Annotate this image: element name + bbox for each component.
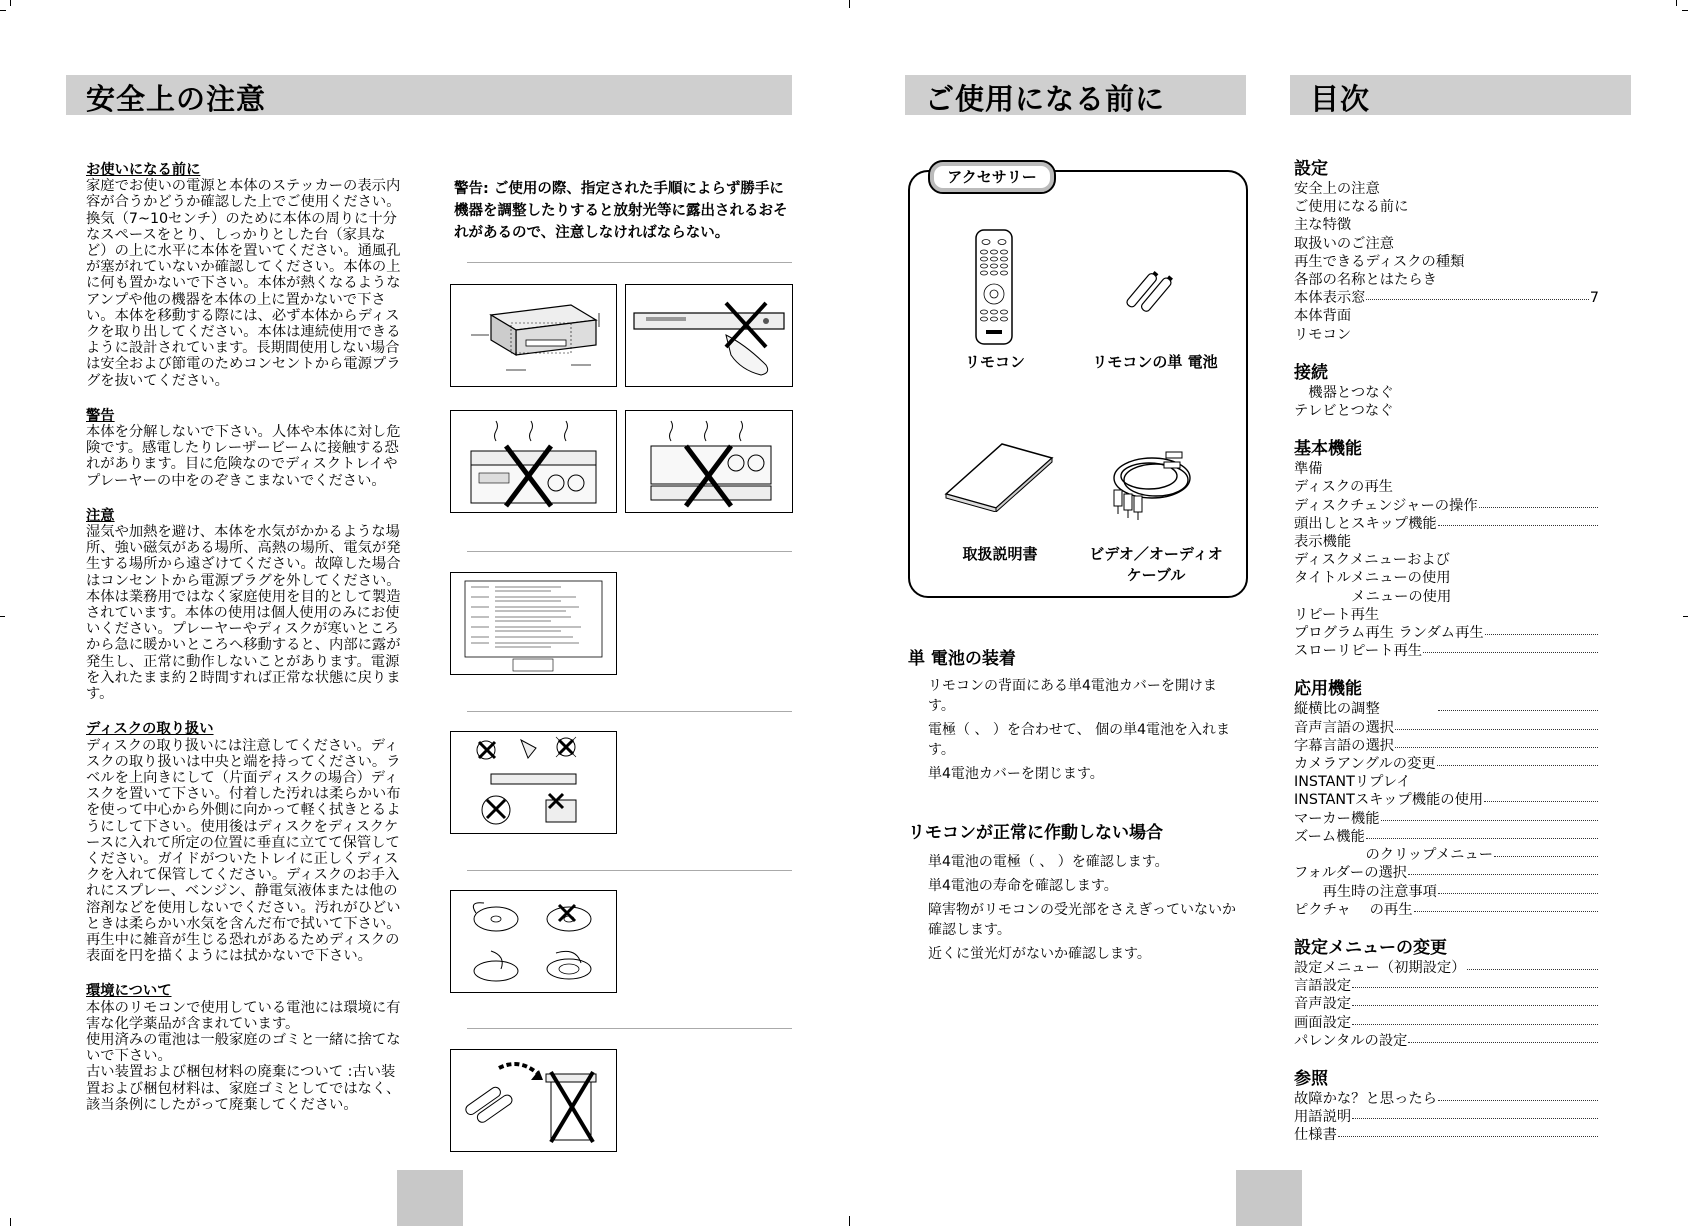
accessory-label-remote: リモコン [964, 353, 1025, 371]
toc-entry-title: 各部の名称とはたらき [1294, 272, 1437, 289]
section-body: ディスクの取り扱いには注意してください。ディスクの取り扱いは中央と端を持ってください。ラベルを上向きにして（片面ディスクの場合）ディスクを置いて下さい。付着した汚れは柔らかい布を使って中心から外側に向かって軽く拭きとるようにして下さい。使用後はディスクをディスクケースに入れて所定の位置に垂直に立てて保管してください。ガイドがついたトレイに正しくディスクを入れて保管してください。ディスクのお手入れにスプレー、ベンジン、静電気液体または他の溶剤などを使用しないでください。汚れがひどいときは柔らかい水気を含んだ布で拭いて下さい。再生中に雑音が生じる恐れがあるためディスクの表面を円を描くようには拭かないで下さい。 [86, 737, 401, 965]
toc-leader-dots [1438, 515, 1598, 526]
toc-entry-title: 仕様書 [1294, 1127, 1337, 1144]
toc-entry-title: 音声言語の選択 [1294, 719, 1395, 736]
toc-entry-title: カメラアングルの変更 [1294, 756, 1436, 773]
disc-holding-illustration [450, 890, 617, 993]
toc-entry-title: 縦横比の調整 [1294, 701, 1437, 718]
page-title: 安全上の注意 [86, 82, 267, 116]
toc-entry-title: マーカー機能 [1294, 810, 1380, 827]
toc-leader-dots [1381, 810, 1599, 821]
table-of-contents [1294, 158, 1599, 1145]
crop-mark [849, 1216, 850, 1226]
section-body: 湿気や加熱を避け、本体を水気がかかるような場所、強い磁気がある場所、高熱の場所、電気が発生する場所から遠ざけてください。故障した場合はコンセントから電源プラグを外してください。本体は業務用ではなく家庭使用を目的として製造されています。本体の使用は個人使用のみにお使いください。プレーヤーやディスクが寒いところから急に暖かいところへ移動すると、内部に露が発生し、正常に動作しないことがあります。電源を入れたまま約２時間すれば正常な状態に戻ります。 [86, 524, 401, 703]
battery-disposal-illustration [450, 1049, 617, 1152]
section-caution [86, 508, 406, 702]
crop-mark [1682, 10, 1688, 11]
laser-warning: 警告: ご使用の際、指定された手順によらず勝手に機器を調整したりすると放射光等に露出されるおそれがあるので、注意しなければならない。 [454, 181, 788, 241]
toc-entry-title: INSTANTリプレイ [1294, 774, 1411, 791]
toc-leader-dots [1352, 995, 1598, 1006]
battery-install-title: 単 電池の装着 [908, 649, 1016, 669]
list-item: 電極（ 、 ）を合わせて、 個の単4電池を入れます。 [928, 722, 1230, 758]
section-body: 本体のリモコンで使用している電池には環境に有害な化学薬品が含まれています。 使用済みの電池は一般家庭のゴミと一緒に捨てないで下さい。 古い装置および梱包材料の廃棄について :古い装置および梱包材料は、家庭ゴミとしてではなく、該当条例にしたがって廃棄してください。 [86, 999, 401, 1113]
toc-entry-title: ピクチャ の再生 [1294, 901, 1413, 918]
toc-entry-title: リモコン [1294, 326, 1352, 343]
section-heading: 注意 [86, 507, 115, 524]
page-number-box-right [1236, 1170, 1302, 1226]
list-item: 単4電池カバーを閉じます。 [928, 766, 1104, 782]
no-amp-on-top-illustration [450, 410, 617, 513]
disc-storage-illustration [450, 731, 617, 834]
toc-entry[interactable] [1294, 1090, 1599, 1108]
toc-entry[interactable] [1294, 198, 1599, 216]
page-title: ご使用になる前に [925, 82, 1166, 116]
crop-mark [10, 0, 11, 6]
accessories-tab-label: アクセサリー [947, 168, 1037, 186]
toc-leader-dots [1395, 719, 1598, 730]
toc-entry-title: リピート再生 [1294, 606, 1380, 623]
toc-entry-title: パレンタルの設定 [1294, 1032, 1408, 1049]
toc-entry[interactable] [1294, 977, 1599, 995]
toc-entry[interactable] [1294, 569, 1599, 587]
manual-icon [944, 442, 1054, 512]
toc-section-heading: 応用機能 [1294, 679, 1362, 700]
divider [467, 711, 792, 712]
toc-leader-dots [1423, 642, 1598, 653]
crop-mark [849, 0, 850, 8]
toc-entry[interactable] [1294, 307, 1599, 325]
toc-leader-dots [1467, 959, 1598, 970]
remote-icon [972, 228, 1016, 346]
list-item: 単4電池の電極（ 、 ）を確認します。 [928, 854, 1169, 870]
toc-leader-dots [1438, 1090, 1598, 1101]
divider [467, 1028, 792, 1029]
toc-entry[interactable] [1294, 235, 1599, 253]
toc-leader-dots [1408, 1032, 1598, 1043]
toc-entry-title: 用語説明 [1294, 1109, 1352, 1126]
toc-entry-title: フォルダーの選択 [1294, 865, 1408, 882]
section-before-use [86, 162, 406, 389]
toc-entry[interactable] [1294, 497, 1599, 515]
toc-entry-title: テレビとつなぐ [1294, 403, 1394, 420]
toc-leader-dots [1352, 1108, 1598, 1119]
toc-entry-title: 機器とつなぐ [1294, 384, 1394, 401]
toc-leader-dots [1437, 755, 1598, 766]
toc-entry-title: ご使用になる前に [1294, 199, 1409, 216]
page-title-bar [905, 75, 1246, 115]
toc-entry[interactable] [1294, 737, 1599, 755]
toc-section-heading: 設定 [1294, 159, 1328, 179]
toc-entry-title: 表示機能 [1294, 534, 1352, 551]
toc-entry-title: のクリップメニュー [1294, 847, 1494, 864]
toc-entry[interactable] [1294, 326, 1599, 344]
accessories-box [908, 170, 1248, 598]
toc-entry[interactable] [1294, 624, 1599, 642]
toc-entry-title: 本体表示窓 [1294, 290, 1366, 307]
section-heading: 環境について [86, 983, 172, 1000]
divider [467, 551, 792, 552]
toc-section-heading: 設定メニューの変更 [1294, 937, 1447, 958]
toc-entry[interactable] [1294, 959, 1599, 977]
toc-entry[interactable] [1294, 180, 1599, 198]
toc-entry-title: プログラム再生 ランダム再生 [1294, 625, 1484, 642]
list-item: 単4電池の寿命を確認します。 [928, 878, 1118, 894]
toc-entry[interactable] [1294, 402, 1599, 420]
toc-entry-title: 画面設定 [1294, 1014, 1352, 1031]
toc-leader-dots [1366, 828, 1598, 839]
toc-entry[interactable] [1294, 271, 1599, 289]
toc-entry-title: 再生できるディスクの種類 [1294, 253, 1465, 270]
toc-entry[interactable] [1294, 533, 1599, 551]
toc-entry[interactable] [1294, 460, 1599, 478]
crop-mark [1676, 0, 1677, 6]
toc-entry[interactable] [1294, 642, 1599, 660]
section-environment [86, 983, 406, 1113]
toc-entry[interactable] [1294, 515, 1599, 533]
list-item: 近くに蛍光灯がないか確認します。 [928, 946, 1151, 962]
toc-entry[interactable] [1294, 773, 1599, 791]
accessory-label-batteries: リモコンの単 電池 [1092, 353, 1218, 371]
section-heading: お使いになる前に [86, 162, 201, 178]
toc-leader-dots [1485, 624, 1598, 635]
toc-leader-dots [1414, 901, 1599, 912]
toc-entry[interactable] [1294, 864, 1599, 882]
toc-entry-title: ズーム機能 [1294, 828, 1365, 845]
page-title-bar [1290, 75, 1631, 115]
toc-section-heading: 接続 [1294, 362, 1328, 383]
section-warning [86, 408, 406, 489]
section-heading: ディスクの取り扱い [86, 721, 214, 738]
list-item: リモコンの背面にある単4電池カバーを開けます。 [928, 678, 1217, 714]
toc-leader-dots [1366, 289, 1588, 300]
page-title: 目次 [1310, 82, 1371, 116]
toc-leader-dots [1352, 977, 1598, 988]
toc-entry[interactable] [1294, 700, 1599, 718]
toc-entry[interactable] [1294, 810, 1599, 828]
toc-leader-dots [1395, 737, 1598, 748]
toc-entry[interactable] [1294, 1014, 1599, 1032]
crop-mark [1683, 616, 1688, 617]
toc-entry[interactable] [1294, 995, 1599, 1013]
page-number-box-left [397, 1170, 463, 1226]
toc-entry[interactable] [1294, 846, 1599, 864]
section-heading: 警告 [86, 407, 115, 424]
toc-page-number: 7 [1589, 290, 1599, 307]
toc-entry-title: ディスクの再生 [1294, 479, 1393, 496]
crop-mark [0, 616, 5, 617]
toc-entry-title: 言語設定 [1294, 978, 1352, 995]
no-hand-in-tray-illustration [625, 284, 793, 387]
toc-entry-title: 字幕言語の選択 [1294, 737, 1395, 754]
divider [467, 262, 792, 263]
toc-entry[interactable] [1294, 1032, 1599, 1050]
toc-entry-title: INSTANTスキップ機能の使用 [1294, 792, 1484, 809]
remote-trouble-steps [928, 852, 1238, 968]
toc-entry-title: 安全上の注意 [1294, 181, 1380, 197]
toc-entry[interactable] [1294, 384, 1599, 402]
toc-leader-dots [1438, 883, 1598, 894]
accessory-label-manual: 取扱説明書 [962, 545, 1038, 563]
toc-entry-title: 音声設定 [1294, 996, 1352, 1013]
laser-label-illustration [450, 572, 617, 675]
toc-entry-title: ディスクメニューおよび [1294, 552, 1450, 569]
toc-entry-title: メニューの使用 [1294, 588, 1452, 605]
toc-entry-title: ディスクチェンジャーの操作 [1294, 497, 1478, 514]
toc-leader-dots [1352, 1014, 1598, 1025]
av-cable-icon [1104, 448, 1198, 528]
toc-entry-title: スローリピート再生 [1294, 643, 1423, 660]
safety-text-column [86, 162, 406, 1132]
battery-icon [1120, 262, 1180, 322]
crop-mark [0, 10, 6, 11]
toc-entry[interactable] [1294, 1126, 1599, 1144]
toc-entry[interactable] [1294, 883, 1599, 901]
toc-entry-title: 取扱いのご注意 [1294, 235, 1395, 252]
toc-entry[interactable] [1294, 478, 1599, 496]
toc-entry[interactable] [1294, 791, 1599, 809]
toc-entry[interactable] [1294, 253, 1599, 271]
toc-entry[interactable] [1294, 289, 1599, 307]
toc-entry[interactable] [1294, 755, 1599, 773]
toc-section-heading: 基本機能 [1294, 439, 1362, 460]
crop-mark [10, 1218, 11, 1226]
toc-entry[interactable] [1294, 216, 1599, 234]
remote-trouble-title: リモコンが正常に作動しない場合 [908, 823, 1163, 843]
toc-entry[interactable] [1294, 828, 1599, 846]
toc-entry-title: 頭出しとスキップ機能 [1294, 515, 1437, 532]
toc-entry-title: 準備 [1294, 461, 1323, 478]
toc-entry[interactable] [1294, 1108, 1599, 1126]
toc-leader-dots [1494, 846, 1598, 857]
ventilation-illustration [450, 284, 617, 387]
toc-entry-title: 設定メニュー（初期設定） [1294, 959, 1466, 976]
toc-entry[interactable] [1294, 551, 1599, 569]
section-body: 本体を分解しないで下さい。人体や本体に対し危険です。感電したりレーザービームに接触する恐れがあります。目に危険なのでディスクトレイやプレーヤーの中をのぞきこまないでください。 [86, 424, 401, 489]
toc-entry-title: 本体背面 [1294, 308, 1352, 325]
section-body: 家庭でお使いの電源と本体のステッカーの表示内容が合うかどうか確認した上でご使用ください。 換気（7~10センチ）のために本体の周りに十分なスペースをとり、しっかりとした台（家具など）の上に水平に本体を置いてください。通風孔が塞がれていないか確認してください。本体の上に何も置かないで下さい。本体が熱くなるようなアンプや他の機器を本体の上に置かないで下さい。本体を移動する際には、必ず本体からディスクを取り出してください。本体は連続使用できるように設計されています。長期間使用しない場合は安全および節電のためコンセントから電源プラグを抜いてください。 [86, 178, 401, 389]
accessories-tab [928, 160, 1056, 194]
toc-entry[interactable] [1294, 901, 1599, 919]
battery-install-steps [928, 676, 1238, 788]
toc-entry-title: 再生時の注意事項 [1294, 883, 1437, 900]
accessory-label-cable: ビデオ／オーディオ ケーブル [1089, 545, 1223, 584]
toc-entry-title: 主な特徴 [1294, 217, 1352, 234]
page-title-bar [66, 75, 792, 115]
toc-entry[interactable] [1294, 719, 1599, 737]
toc-entry[interactable] [1294, 606, 1599, 624]
section-disc-handling [86, 721, 406, 964]
toc-leader-dots [1479, 497, 1598, 508]
list-item: 障害物がリモコンの受光部をさえぎっていないか確認します。 [928, 902, 1236, 938]
toc-leader-dots [1338, 1126, 1598, 1137]
divider [467, 870, 792, 871]
toc-entry-title: 故障かな？と思ったら [1294, 1090, 1437, 1107]
toc-entry-title: タイトルメニューの使用 [1294, 570, 1451, 587]
no-player-on-amp-illustration [625, 410, 793, 513]
toc-leader-dots [1438, 700, 1598, 711]
toc-leader-dots [1408, 864, 1598, 875]
toc-leader-dots [1484, 791, 1598, 802]
toc-entry[interactable] [1294, 588, 1599, 606]
toc-section-heading: 参照 [1294, 1068, 1328, 1089]
